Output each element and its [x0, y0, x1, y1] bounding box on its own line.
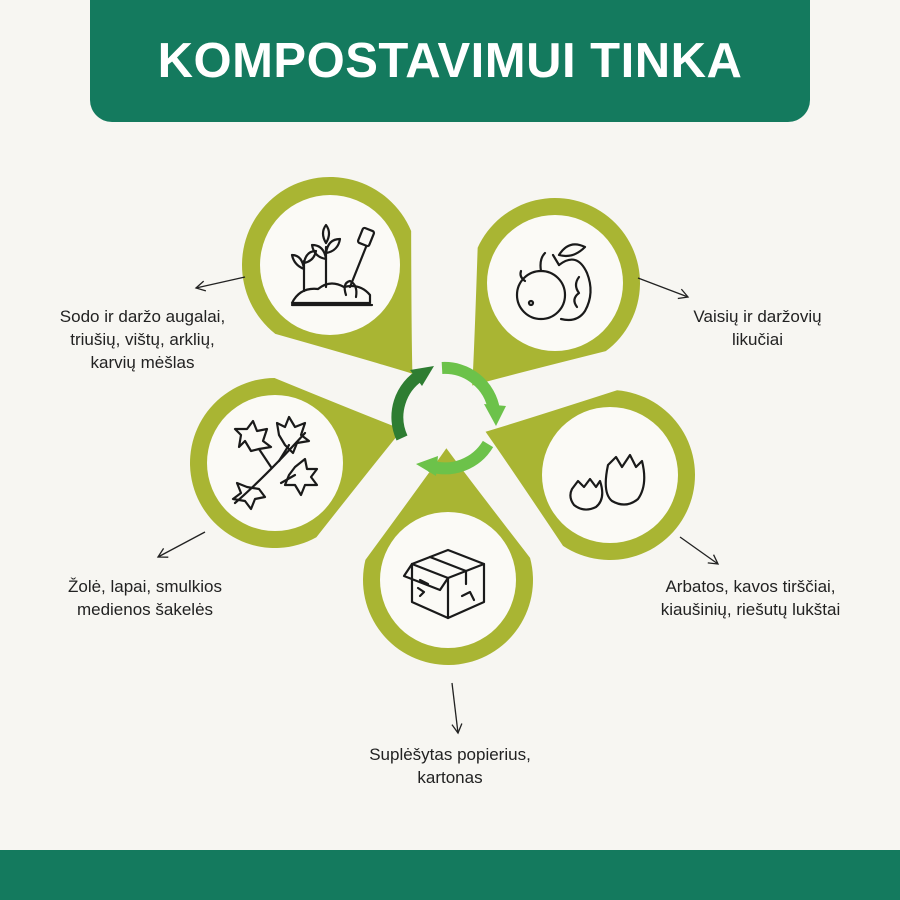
arrow-box: [452, 683, 458, 733]
label-leaves: Žolė, lapai, smulkios medienos šakelės: [67, 577, 222, 619]
circle-leaves: [207, 395, 343, 531]
page-title: KOMPOSTAVIMUI TINKA: [157, 34, 743, 88]
circle-fruit: [487, 215, 623, 351]
label-box: Suplėšytas popierius, kartonas: [369, 745, 531, 787]
footer-bar: [0, 850, 900, 900]
circle-eggs: [542, 407, 678, 543]
arrow-fruit: [638, 278, 688, 297]
arrow-eggs: [680, 537, 718, 564]
circle-garden: [260, 195, 400, 335]
arrow-leaves: [158, 532, 205, 557]
label-garden: Sodo ir daržo augalai, triušių, vištų, arklių, karvių mėšlas: [59, 307, 226, 372]
label-fruit: Vaisių ir daržovių likučiai: [693, 307, 822, 349]
arrow-garden: [196, 277, 245, 288]
label-eggs: Arbatos, kavos tirščiai, kiaušinių, riešutų lukštai: [660, 577, 841, 619]
